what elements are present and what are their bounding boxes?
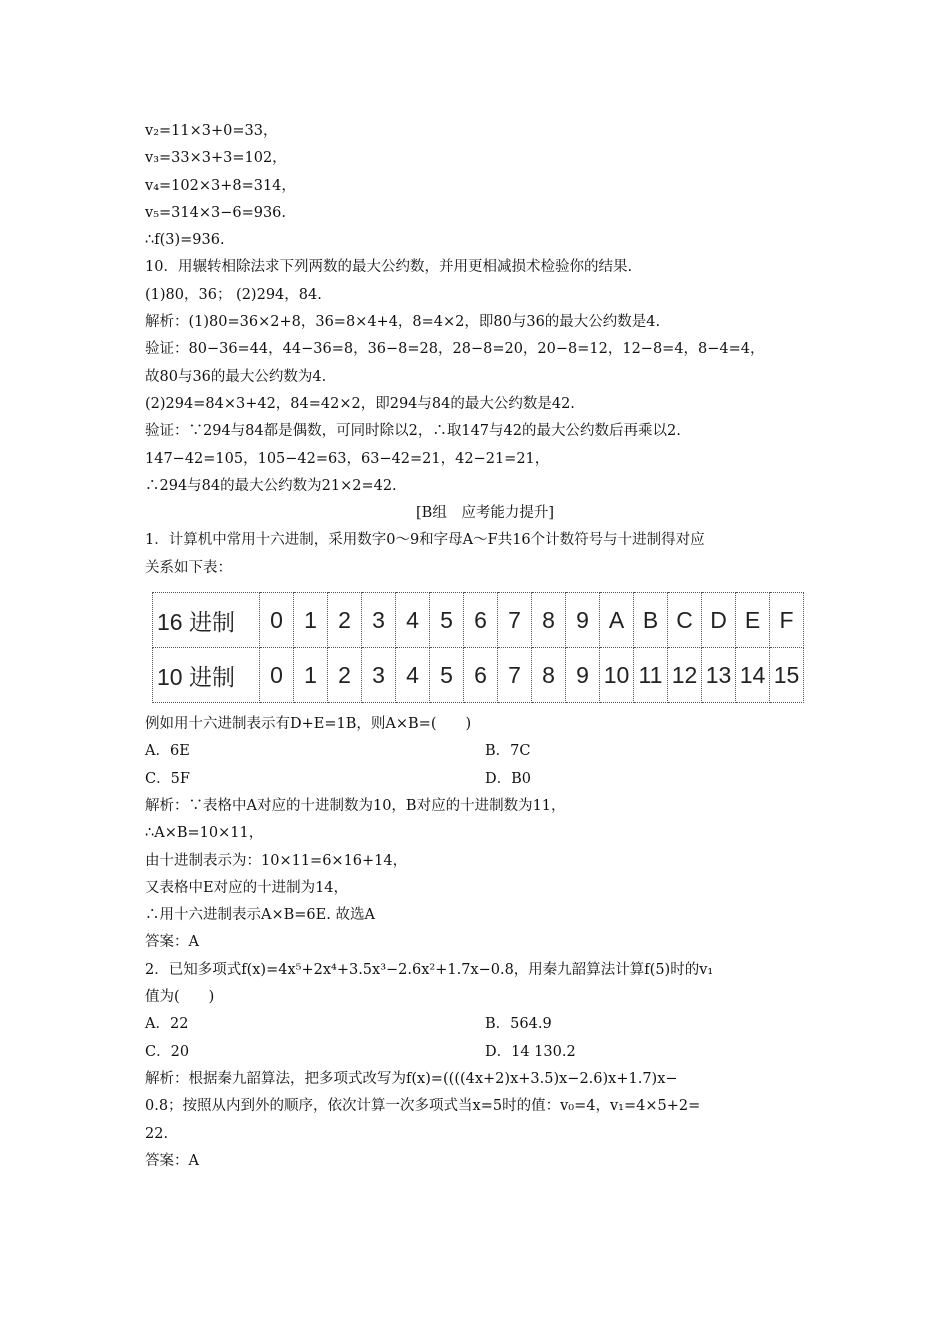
text-line: v₄=102×3+8=314， [145,177,296,194]
text-line: 解析：根据秦九韶算法，把多项式改写为f(x)=((((4x+2)x+3.5)x−2.6)x+1.7)x− [145,1070,678,1087]
text-line: v₃=33×3+3=102， [145,150,287,167]
text-line: 22. [145,1125,169,1142]
solution-continued [145,118,825,500]
text-line: 值为( ) [145,989,215,1006]
hex-table [152,592,804,703]
text-line: 例如用十六进制表示有D+E=1B，则A×B=( ) [145,716,472,733]
document-page [145,118,825,1175]
table-cell: 2 [328,593,362,648]
text-line: ∴A×B=10×11， [145,825,264,842]
table-cell: 0 [260,648,294,703]
option-d: D．14 130.2 [485,1043,576,1060]
table-cell: 10 进制 [153,648,260,703]
table-cell: 9 [566,593,600,648]
text-line: v₂=11×3+0=33， [145,123,278,139]
table-cell: 7 [498,593,532,648]
text-line: 0.8；按照从内到外的顺序，依次计算一次多项式当x=5时的值：v₀=4，v₁=4×5+2= [145,1098,701,1115]
option-d: D．B0 [485,770,532,787]
text-line: 又表格中E对应的十进制为14， [145,879,349,896]
text-line: 验证：∵294与84都是偶数，可同时除以2，∴取147与42的最大公约数后再乘以2. [145,423,681,440]
options-row [145,766,825,793]
table-cell: 2 [328,648,362,703]
option-b: B．7C [485,743,531,760]
text-line: ∴f(3)=936. [145,232,225,249]
table-cell: 14 [736,648,770,703]
table-cell: 12 [668,648,702,703]
table-row [153,593,804,648]
table-cell: E [736,593,770,648]
option-c: C．20 [145,1043,190,1060]
text-line: 147−42=105，105−42=63，63−42=21，42−21=21， [145,450,550,467]
question-10: 10．用辗转相除法求下列两数的最大公约数，并用更相减损术检验你的结果. [145,259,633,276]
table-cell: 16 进制 [153,593,260,648]
options-row [145,1039,825,1066]
text-line: 解析：(1)80=36×2+8，36=8×4+4，8=4×2，即80与36的最大公约数是4. [145,314,661,331]
answer-line: 答案：A [145,934,199,951]
table-row [153,648,804,703]
table-cell: 1 [294,648,328,703]
table-cell: 7 [498,648,532,703]
options-row [145,1011,825,1038]
table-cell: 8 [532,593,566,648]
table-cell: 1 [294,593,328,648]
answer-line: 答案：A [145,1152,199,1169]
table-cell: 0 [260,593,294,648]
option-a: A．22 [145,1016,189,1033]
section-title: [B组 应考能力提升] [416,505,554,522]
text-line: ∴用十六进制表示A×B=6E. 故选A [145,907,375,924]
table-cell: 11 [634,648,668,703]
table-cell: 5 [430,648,464,703]
table-cell: 6 [464,648,498,703]
table-cell: 5 [430,593,464,648]
table-cell: 3 [362,648,396,703]
table-cell: D [702,593,736,648]
table-cell: F [770,593,804,648]
table-cell: 6 [464,593,498,648]
option-a: A．6E [145,743,190,760]
text-line: 关系如下表： [145,559,232,576]
table-cell: 13 [702,648,736,703]
question-1: 1．计算机中常用十六进制，采用数字0～9和字母A～F共16个计数符号与十进制得对应 [145,532,705,549]
table-cell: 8 [532,648,566,703]
question-2: 2．已知多项式f(x)=4x⁵+2x⁴+3.5x³−2.6x²+1.7x−0.8，用秦九韶算法计算f(5)时的v₁ [145,961,714,978]
text-line: 由十进制表示为：10×11=6×16+14， [145,852,408,869]
table-cell: 4 [396,648,430,703]
option-c: C．5F [145,770,190,787]
text-line: (2)294=84×3+42，84=42×2，即294与84的最大公约数是42. [145,395,575,412]
table-cell: C [668,593,702,648]
table-cell: A [600,593,634,648]
table-cell: 15 [770,648,804,703]
text-line: 故80与36的最大公约数为4. [145,368,327,385]
option-b: B．564.9 [485,1016,552,1033]
table-cell: 4 [396,593,430,648]
text-line: 验证：80−36=44，44−36=8，36−8=28，28−8=20，20−8=12，12−8=4，8−4=4， [145,341,765,358]
text-line: v₅=314×3−6=936. [145,204,287,221]
text-line: ∴294与84的最大公约数为21×2=42. [145,477,397,494]
text-line: (1)80，36； (2)294，84. [145,286,322,303]
table-cell: 3 [362,593,396,648]
table-cell: 10 [600,648,634,703]
table-cell: 9 [566,648,600,703]
options-row [145,738,825,765]
table-cell: B [634,593,668,648]
text-line: 解析：∵表格中A对应的十进制数为10，B对应的十进制数为11， [145,797,566,814]
